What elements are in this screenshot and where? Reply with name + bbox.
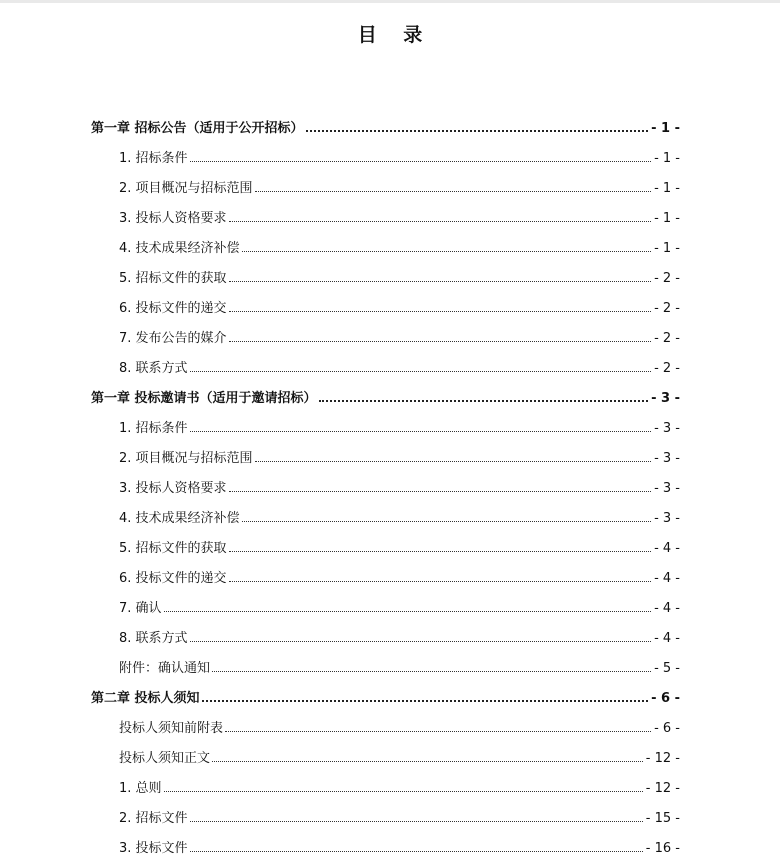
toc-dot-leader xyxy=(229,581,652,582)
toc-section-entry[interactable] xyxy=(91,231,680,261)
toc-entry-title: 投标人须知正文 xyxy=(119,751,211,766)
toc-dot-leader xyxy=(319,400,649,402)
toc-entry-title: 6. 投标文件的递交 xyxy=(119,301,227,316)
toc-dot-leader xyxy=(202,700,649,702)
toc-dot-leader xyxy=(190,371,652,372)
toc-section-entry[interactable] xyxy=(91,531,680,561)
toc-section-entry[interactable] xyxy=(91,651,680,681)
toc-entry-title: 1. 总则 xyxy=(119,781,162,796)
toc-entry-title: 7. 确认 xyxy=(119,601,162,616)
toc-page-number: - 1 - xyxy=(654,151,680,166)
toc-dot-leader xyxy=(255,191,652,192)
toc-entry-title: 1. 招标条件 xyxy=(119,151,188,166)
toc-entry-title: 第二章 投标人须知 xyxy=(91,691,200,706)
toc-page-number: - 12 - xyxy=(645,751,680,766)
toc-section-entry[interactable] xyxy=(91,591,680,621)
toc-page-number: - 4 - xyxy=(654,571,680,586)
toc-section-entry[interactable] xyxy=(91,141,680,171)
toc-entry-title: 3. 投标文件 xyxy=(119,841,188,856)
toc-page-number: - 5 - xyxy=(654,661,680,676)
toc-section-entry[interactable] xyxy=(91,561,680,591)
toc-page-number: - 2 - xyxy=(654,301,680,316)
toc-section-entry[interactable] xyxy=(91,501,680,531)
toc-section-entry[interactable] xyxy=(91,171,680,201)
toc-page-number: - 3 - xyxy=(654,451,680,466)
toc-section-entry[interactable] xyxy=(91,711,680,741)
toc-page-number: - 3 - xyxy=(654,481,680,496)
toc-dot-leader xyxy=(229,491,652,492)
toc-section-entry[interactable] xyxy=(91,201,680,231)
toc-entry-title: 1. 招标条件 xyxy=(119,421,188,436)
toc-entry-title: 第一章 招标公告（适用于公开招标） xyxy=(91,121,304,136)
toc-dot-leader xyxy=(306,130,649,132)
toc-page-number: - 12 - xyxy=(645,781,680,796)
toc-section-entry[interactable] xyxy=(91,261,680,291)
toc-dot-leader xyxy=(190,161,652,162)
toc-page-number: - 4 - xyxy=(654,601,680,616)
toc-chapter-entry[interactable] xyxy=(91,381,680,411)
toc-entry-title: 6. 投标文件的递交 xyxy=(119,571,227,586)
toc-entry-title: 8. 联系方式 xyxy=(119,631,188,646)
toc-dot-leader xyxy=(190,821,643,822)
toc-section-entry[interactable] xyxy=(91,621,680,651)
toc-entry-title: 5. 招标文件的获取 xyxy=(119,541,227,556)
toc-section-entry[interactable] xyxy=(91,291,680,321)
toc-chapter-entry[interactable] xyxy=(91,681,680,711)
toc-page-number: - 2 - xyxy=(654,361,680,376)
page-title: 目 录 xyxy=(357,24,433,46)
toc-page-number: - 2 - xyxy=(654,271,680,286)
toc-entry-title: 附件：确认通知 xyxy=(119,661,211,676)
toc-dot-leader xyxy=(255,461,652,462)
toc-page-number: - 3 - xyxy=(654,421,680,436)
toc-entry-title: 8. 联系方式 xyxy=(119,361,188,376)
toc-dot-leader xyxy=(212,671,651,672)
toc-dot-leader xyxy=(242,251,652,252)
toc-section-entry[interactable] xyxy=(91,771,680,801)
toc-entry-title: 4. 技术成果经济补偿 xyxy=(119,511,240,526)
toc-page-number: - 2 - xyxy=(654,331,680,346)
toc-dot-leader xyxy=(242,521,652,522)
toc-dot-leader xyxy=(229,311,652,312)
toc-entry-title: 2. 招标文件 xyxy=(119,811,188,826)
toc-chapter-entry[interactable] xyxy=(91,111,680,141)
toc-section-entry[interactable] xyxy=(91,471,680,501)
toc-page-number: - 3 - xyxy=(651,391,680,406)
toc-dot-leader xyxy=(229,281,652,282)
toc-dot-leader xyxy=(190,641,652,642)
toc-section-entry[interactable] xyxy=(91,441,680,471)
toc-page-number: - 6 - xyxy=(654,721,680,736)
toc-page-number: - 4 - xyxy=(654,541,680,556)
toc-dot-leader xyxy=(190,431,652,432)
toc-page-number: - 4 - xyxy=(654,631,680,646)
toc-page-number: - 3 - xyxy=(654,511,680,526)
toc-dot-leader xyxy=(229,551,652,552)
toc-entry-title: 2. 项目概况与招标范围 xyxy=(119,181,253,196)
toc-entry-title: 7. 发布公告的媒介 xyxy=(119,331,227,346)
toc-entry-title: 3. 投标人资格要求 xyxy=(119,481,227,496)
toc-dot-leader xyxy=(190,851,643,852)
toc-section-entry[interactable] xyxy=(91,411,680,441)
toc-entry-title: 第一章 投标邀请书（适用于邀请招标） xyxy=(91,391,317,406)
table-of-contents xyxy=(91,111,680,861)
toc-dot-leader xyxy=(164,791,643,792)
toc-entry-title: 2. 项目概况与招标范围 xyxy=(119,451,253,466)
toc-page-number: - 15 - xyxy=(645,811,680,826)
toc-entry-title: 3. 投标人资格要求 xyxy=(119,211,227,226)
top-divider xyxy=(0,0,780,3)
toc-entry-title: 投标人须知前附表 xyxy=(119,721,224,736)
toc-page-number: - 1 - xyxy=(654,211,680,226)
toc-section-entry[interactable] xyxy=(91,741,680,771)
toc-entry-title: 4. 技术成果经济补偿 xyxy=(119,241,240,256)
toc-page-number: - 6 - xyxy=(651,691,680,706)
toc-page-number: - 16 - xyxy=(645,841,680,856)
toc-section-entry[interactable] xyxy=(91,801,680,831)
toc-section-entry[interactable] xyxy=(91,321,680,351)
toc-section-entry[interactable] xyxy=(91,831,680,861)
toc-page-number: - 1 - xyxy=(654,241,680,256)
toc-page-number: - 1 - xyxy=(651,121,680,136)
toc-dot-leader xyxy=(229,341,652,342)
toc-page-number: - 1 - xyxy=(654,181,680,196)
toc-dot-leader xyxy=(229,221,652,222)
toc-dot-leader xyxy=(164,611,652,612)
toc-entry-title: 5. 招标文件的获取 xyxy=(119,271,227,286)
toc-dot-leader xyxy=(212,761,643,762)
toc-dot-leader xyxy=(225,731,651,732)
toc-section-entry[interactable] xyxy=(91,351,680,381)
